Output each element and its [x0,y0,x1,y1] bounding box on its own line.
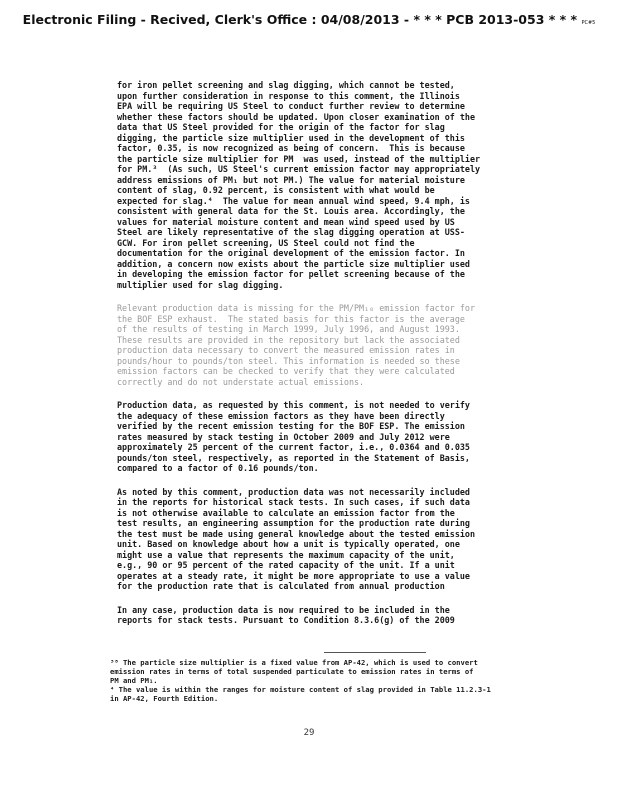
text-line: of the results of testing in March 1999, July 1996, and August 1993. [117,324,460,334]
text-line: test results, an engineering assumption for the production rate during [117,518,470,528]
text-line: the adequacy of these emission factors as they have been directly [117,410,445,421]
page-number: 29 [303,728,315,738]
text-line: factor, 0.35, is now recognized as being of concern. This is because [117,143,465,153]
text-line: data that US Steel provided for the origin of the factor for slag [117,122,445,132]
text-line: EPA will be requiring US Steel to conduct further review to determine [117,101,465,111]
text-line: In any case, production data is now required to be included in the [117,604,450,615]
text-line: in the reports for historical stack tests. In such cases, if such data [117,497,470,507]
text-line: These results are provided in the repository but lack the associated [117,334,460,345]
filing-header-text: Electronic Filing - Recived, Clerk's Office : 04/08/2013 - * * * PCB 2013-053 * * * [22,12,578,27]
text-line: for PM.³ (As such, US Steel's current emission factor may appropriately [117,164,481,174]
footnote-line: in AP-42, Fourth Edition. [110,694,219,703]
text-line: Production data, as requested by this comment, is not needed to verify [117,400,470,410]
paragraph-stack-tests [117,487,529,592]
text-line: content of slag, 0.92 percent, is consistent with what would be [117,185,435,195]
text-line: address emissions of PM₁ but not PM.) The value for material moisture [117,174,465,185]
text-line: whether these factors should be updated. Upon closer examination of the [117,111,475,122]
text-line: approximately 25 percent of the current factor, i.e., 0.0364 and 0.035 [117,442,470,452]
text-line: values for material moisture content and mean wind speed used by US [117,216,455,227]
footnote-line: emission rates in terms of total suspended particulate to emission rates in terms of [110,667,474,676]
text-line: pounds/ton steel, respectively, as reported in the Statement of Basis, [117,452,470,463]
filing-stamp: PC#5 [581,20,596,26]
text-line: verified by the recent emission testing for the BOF ESP. The emission [117,421,465,431]
text-line: the BOF ESP exhaust. The stated basis for this factor is the average [117,313,465,324]
text-line: in developing the emission factor for pellet screening because of the [117,269,465,279]
text-line: addition, a concern now exists about the particle size multiplier used [117,258,470,269]
text-line: is not otherwise available to calculate an emission factor from the [117,507,455,518]
text-line: correctly and do not understate actual emissions. [117,376,365,387]
text-line: Steel are likely representative of the slag digging operation at USS- [117,227,465,237]
text-line: rates measured by stack testing in October 2009 and July 2012 were [117,431,450,442]
comment-paragraph-production-data [117,303,529,387]
text-line: GCW. For iron pellet screening, US Steel could not find the [117,237,415,248]
text-line: e.g., 90 or 95 percent of the rated capacity of the unit. If a unit [117,560,455,570]
response-paragraph-production-data [117,400,529,474]
text-line: As noted by this comment, production data was not necessarily included [117,486,470,497]
text-line: Relevant production data is missing for the PM/PM₁₀ emission factor for [117,303,475,313]
footnote-line: ⁴ The value is within the ranges for moisture content of slag provided in Table 11.2.3-1 [110,685,491,694]
footnote-line: PM and PM₁. [110,676,158,685]
text-line: upon further consideration in response to this comment, the Illinois [117,90,460,101]
text-line: emission factors can be checked to verify that they were calculated [117,366,455,376]
text-line: reports for stack tests. Pursuant to Condition 8.3.6(g) of the 2009 [117,615,455,625]
paragraph-condition [117,605,529,626]
text-line: documentation for the original development of the emission factor. In [117,248,465,258]
filing-header [0,12,618,27]
text-line: the test must be made using general knowledge about the tested emission [117,528,475,539]
text-line: might use a value that represents the maximum capacity of the unit, [117,549,455,560]
text-line: operates at a steady rate, it might be more appropriate to use a value [117,570,470,581]
text-line: multiplier used for slag digging. [117,279,284,290]
text-line: compared to a factor of 0.16 pounds/ton. [117,463,319,473]
text-line: consistent with general data for the St. Louis area. Accordingly, the [117,206,465,216]
text-line: for the production rate that is calculated from annual production [117,581,445,591]
footnote-rule [324,652,426,653]
text-line: unit. Based on knowledge about how a unit is typically operated, one [117,539,460,549]
text-line: for iron pellet screening and slag digging, which cannot be tested, [117,80,455,90]
paragraph-slag-digging [117,80,529,290]
text-line: production data necessary to convert the measured emission rates in [117,345,455,355]
text-line: pounds/hour to pounds/ton steel. This information is needed so these [117,355,460,366]
text-line: expected for slag.⁴ The value for mean annual wind speed, 9.4 mph, is [117,195,470,206]
text-line: digging, the particle size multiplier used in the development of this [117,132,465,143]
text-line: the particle size multiplier for PM was used, instead of the multiplier [117,153,481,164]
footnote-line: ³⁸ The particle size multiplier is a fixed value from AP-42, which is used to convert [110,658,478,667]
body-text [117,80,529,639]
footnotes [110,658,530,703]
